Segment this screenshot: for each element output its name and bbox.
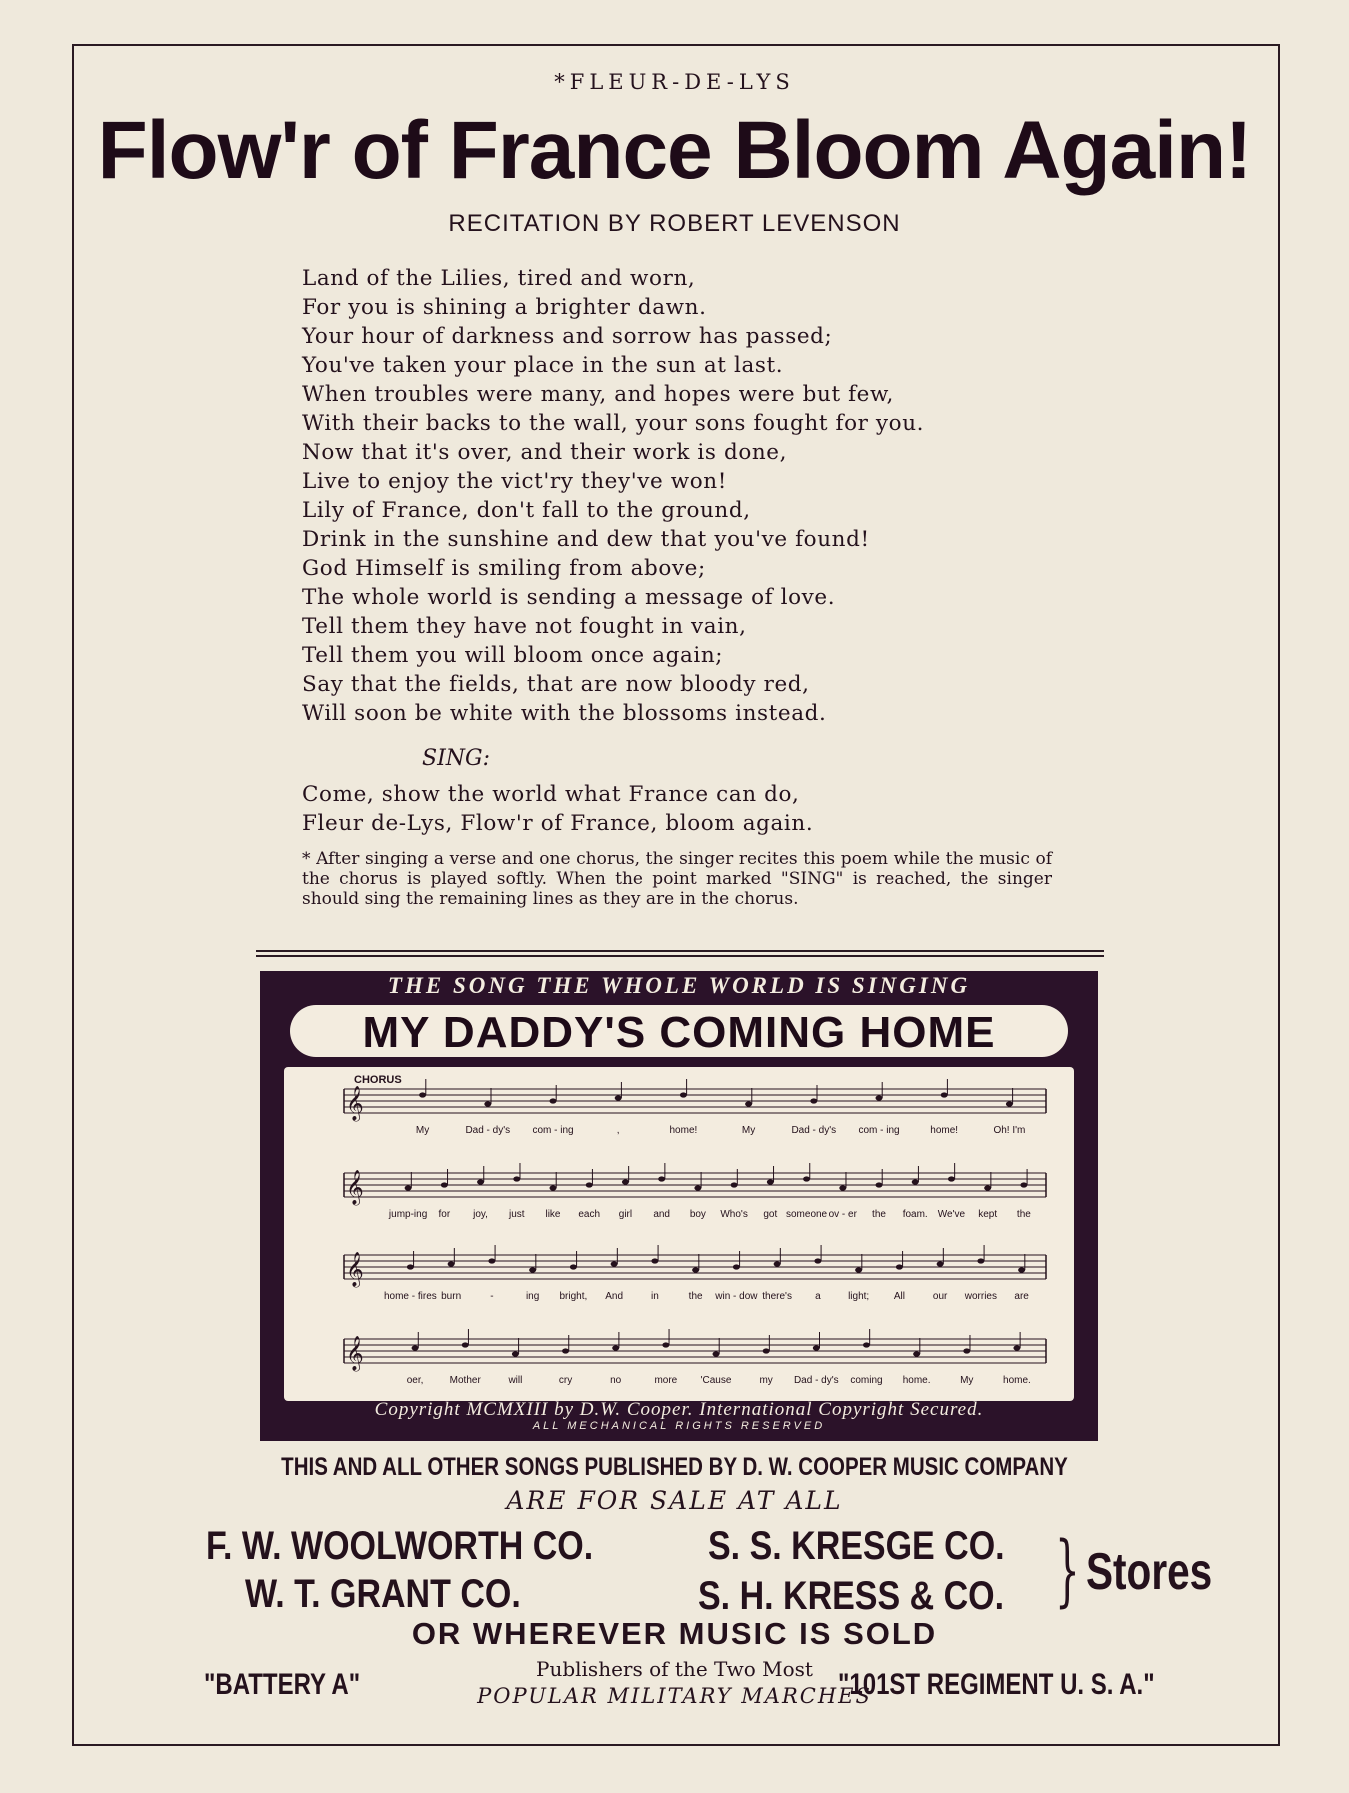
note-head: [662, 1342, 669, 1347]
lyric-word: girl: [618, 1209, 633, 1220]
note-head: [419, 1092, 426, 1097]
poem-line: Now that it's over, and their work is done,: [302, 440, 788, 465]
poem-line: Will soon be white with the blossoms instead.: [302, 701, 827, 726]
note-head: [896, 1264, 903, 1269]
lyric-word: cry: [558, 1375, 573, 1386]
pre-title: *FLEUR-DE-LYS: [554, 70, 795, 94]
note-head: [680, 1092, 687, 1097]
march-battery-a: "BATTERY A": [204, 1668, 361, 1701]
lyric-word: more: [654, 1375, 678, 1386]
lyric-word: -: [490, 1291, 494, 1302]
sale-line: ARE FOR SALE AT ALL: [506, 1486, 843, 1515]
lyric-word: Dad - dy's: [791, 1125, 837, 1136]
wherever-line: OR WHEREVER MUSIC IS SOLD: [411, 1616, 938, 1651]
lyric-word: home.: [1003, 1375, 1031, 1386]
music-staves: [284, 1067, 1074, 1401]
note-head: [550, 1098, 557, 1103]
ad-tagline: THE SONG THE WHOLE WORLD IS SINGING: [387, 973, 971, 998]
brace-icon: }: [1055, 1526, 1080, 1616]
lyric-word: joy,: [473, 1209, 488, 1220]
recitation-credit: RECITATION BY ROBERT LEVENSON: [448, 210, 901, 237]
note-head: [611, 1261, 618, 1266]
lyric-word: our: [932, 1291, 948, 1302]
note-head: [977, 1258, 984, 1263]
note-head: [810, 1098, 817, 1103]
note-head: [462, 1342, 469, 1347]
note-head: [984, 1185, 991, 1190]
divider: [256, 950, 1104, 952]
note-head: [622, 1179, 629, 1184]
publisher-line: THIS AND ALL OTHER SONGS PUBLISHED BY D. W. COOPER MUSIC COMPANY: [281, 1453, 1068, 1481]
note-head: [1018, 1267, 1025, 1272]
note-head: [912, 1179, 919, 1184]
note-head: [477, 1179, 484, 1184]
lyric-word: Dad - dy's: [465, 1125, 511, 1136]
poem-line: Tell them they have not fought in vain,: [302, 614, 747, 639]
lyric-word: for: [438, 1209, 451, 1220]
note-head: [855, 1267, 862, 1272]
note-head: [1020, 1182, 1027, 1187]
sing-line: Come, show the world what France can do,: [302, 782, 800, 807]
note-head: [570, 1264, 577, 1269]
note-head: [615, 1095, 622, 1100]
note-head: [876, 1182, 883, 1187]
note-head: [512, 1351, 519, 1356]
lyric-word: my: [759, 1375, 773, 1386]
lyric-word: there's: [762, 1291, 792, 1302]
lyric-word: will: [508, 1375, 523, 1386]
divider: [256, 955, 1104, 957]
poem: [302, 264, 1102, 728]
lyric-word: a: [815, 1291, 821, 1302]
lyric-word: My: [741, 1125, 756, 1136]
lyric-word: bright,: [559, 1291, 588, 1302]
song-advertisement: [260, 971, 1098, 1441]
lyric-word: someone: [785, 1209, 828, 1220]
note-head: [813, 1345, 820, 1350]
note-head: [913, 1351, 920, 1356]
note-head: [441, 1182, 448, 1187]
note-head: [733, 1264, 740, 1269]
lyric-word: ,: [616, 1125, 620, 1136]
sheet-music: [284, 1067, 1074, 1401]
lyric-word: light;: [848, 1291, 870, 1302]
poem-line: Lily of France, don't fall to the ground,: [302, 498, 751, 523]
poem-line: Drink in the sunshine and dew that you've found!: [302, 527, 870, 552]
note-head: [658, 1176, 665, 1181]
note-head: [1013, 1345, 1020, 1350]
lyric-word: are: [1014, 1291, 1029, 1302]
note-head: [948, 1176, 955, 1181]
note-head: [529, 1267, 536, 1272]
note-head: [1006, 1101, 1013, 1106]
lyric-word: kept: [978, 1209, 998, 1220]
treble-clef-icon: 𝄞: [346, 1086, 364, 1121]
poem-line: The whole world is sending a message of love.: [302, 585, 836, 610]
rights-notice: ALL MECHANICAL RIGHTS RESERVED: [532, 1420, 826, 1432]
note-head: [863, 1342, 870, 1347]
lyric-word: My: [960, 1375, 974, 1386]
note-head: [513, 1176, 520, 1181]
lyric-word: com - ing: [858, 1125, 900, 1136]
sing-label: SING:: [422, 746, 490, 771]
lyric-word: worries: [964, 1291, 997, 1302]
lyric-word: 'Cause: [700, 1375, 732, 1386]
lyric-word: And: [605, 1291, 624, 1302]
lyric-word: the: [1016, 1209, 1031, 1220]
note-head: [484, 1101, 491, 1106]
note-head: [731, 1182, 738, 1187]
note-head: [839, 1185, 846, 1190]
lyric-word: just: [508, 1209, 525, 1220]
lyric-word: the: [872, 1209, 886, 1220]
treble-clef-icon: 𝄞: [346, 1336, 364, 1371]
note-head: [412, 1345, 419, 1350]
note-head: [586, 1182, 593, 1187]
lyric-word: Who's: [720, 1209, 748, 1220]
note-head: [803, 1176, 810, 1181]
lyric-word: got: [763, 1209, 778, 1220]
treble-clef-icon: 𝄞: [346, 1252, 364, 1287]
lyric-word: jump-ing: [388, 1209, 428, 1220]
note-head: [876, 1095, 883, 1100]
poem-line: For you is shining a brighter dawn.: [302, 295, 707, 320]
lyric-word: home!: [669, 1125, 698, 1136]
lyric-word: and: [653, 1209, 671, 1220]
publishers-line: Publishers of the Two Most: [536, 1657, 813, 1681]
song-title: MY DADDY'S COMING HOME: [362, 1008, 996, 1057]
note-head: [612, 1345, 619, 1350]
note-head: [745, 1101, 752, 1106]
note-head: [774, 1261, 781, 1266]
lyric-word: home.: [902, 1375, 931, 1386]
stores-label: Stores: [1086, 1543, 1213, 1601]
lyric-word: no: [610, 1375, 622, 1386]
poem-line: You've taken your place in the sun at last.: [302, 353, 784, 378]
poem-line: Live to enjoy the vict'ry they've won!: [302, 469, 727, 494]
footnote: * After singing a verse and one chorus, the singer recites this poem while the music of the chorus is played softly. When the point marked "SING" is reached, the singer should sing the remaining lines as they are in the chorus.: [302, 849, 1052, 909]
lyric-word: the: [688, 1291, 703, 1302]
note-head: [550, 1185, 557, 1190]
popular-marches-line: POPULAR MILITARY MARCHES: [477, 1684, 872, 1708]
lyric-word: com - ing: [532, 1125, 574, 1136]
page-title: Flow'r of France Bloom Again!: [97, 105, 1252, 196]
poem-line: Say that the fields, that are now bloody red,: [302, 672, 810, 697]
lyric-word: like: [545, 1209, 561, 1220]
lyric-word: My: [415, 1125, 430, 1136]
lyric-word: home!: [930, 1125, 959, 1136]
treble-clef-icon: 𝄞: [346, 1170, 364, 1205]
lyric-word: win - dow: [715, 1291, 758, 1302]
lyric-word: oer,: [406, 1375, 424, 1386]
note-head: [488, 1258, 495, 1263]
poem-line: Tell them you will bloom once again;: [302, 643, 724, 668]
note-head: [937, 1261, 944, 1266]
lyric-word: Oh! I'm: [993, 1125, 1026, 1136]
lyric-word: in: [650, 1291, 659, 1302]
note-head: [407, 1264, 414, 1269]
lyric-word: Mother: [449, 1375, 481, 1386]
note-head: [405, 1185, 412, 1190]
note-head: [941, 1092, 948, 1097]
lyric-word: ing: [525, 1291, 540, 1302]
note-head: [763, 1348, 770, 1353]
lyric-word: burn: [441, 1291, 462, 1302]
store-grant: W. T. GRANT CO.: [245, 1572, 521, 1616]
store-kresge: S. S. KRESGE CO.: [708, 1524, 1005, 1568]
lyric-word: ov - er: [828, 1209, 857, 1220]
poem-line: Your hour of darkness and sorrow has passed;: [302, 324, 833, 349]
note-head: [694, 1185, 701, 1190]
chorus-label: CHORUS: [354, 1074, 402, 1086]
poem-line: When troubles were many, and hopes were but few,: [302, 382, 894, 407]
sing-line: Fleur de-Lys, Flow'r of France, bloom again.: [302, 811, 814, 836]
note-head: [767, 1179, 774, 1184]
note-head: [963, 1348, 970, 1353]
lyric-word: foam.: [902, 1209, 928, 1220]
note-head: [713, 1351, 720, 1356]
note-head: [814, 1258, 821, 1263]
note-head: [651, 1258, 658, 1263]
copyright-notice: Copyright MCMXIII by D.W. Cooper. International Copyright Secured.: [374, 1399, 984, 1420]
lyric-word: boy: [689, 1209, 706, 1220]
lyric-word: coming: [850, 1375, 883, 1386]
lyric-word: each: [578, 1209, 601, 1220]
note-head: [562, 1348, 569, 1353]
store-kress: S. H. KRESS & CO.: [698, 1574, 1005, 1618]
poem-line: God Himself is smiling from above;: [302, 556, 706, 581]
song-title-banner: [290, 1005, 1068, 1057]
store-woolworth: F. W. WOOLWORTH CO.: [206, 1524, 594, 1568]
lyric-word: Dad - dy's: [793, 1375, 839, 1386]
note-head: [448, 1261, 455, 1266]
poem-line: Land of the Lilies, tired and worn,: [302, 266, 696, 291]
march-101st-regiment: "101ST REGIMENT U. S. A.": [838, 1668, 1155, 1701]
sing-lines: [302, 780, 813, 838]
poem-line: With their backs to the wall, your sons fought for you.: [302, 411, 925, 436]
lyric-word: We've: [937, 1209, 966, 1220]
note-head: [692, 1267, 699, 1272]
lyric-word: All: [893, 1291, 905, 1302]
lyric-word: home - fires: [383, 1291, 437, 1302]
